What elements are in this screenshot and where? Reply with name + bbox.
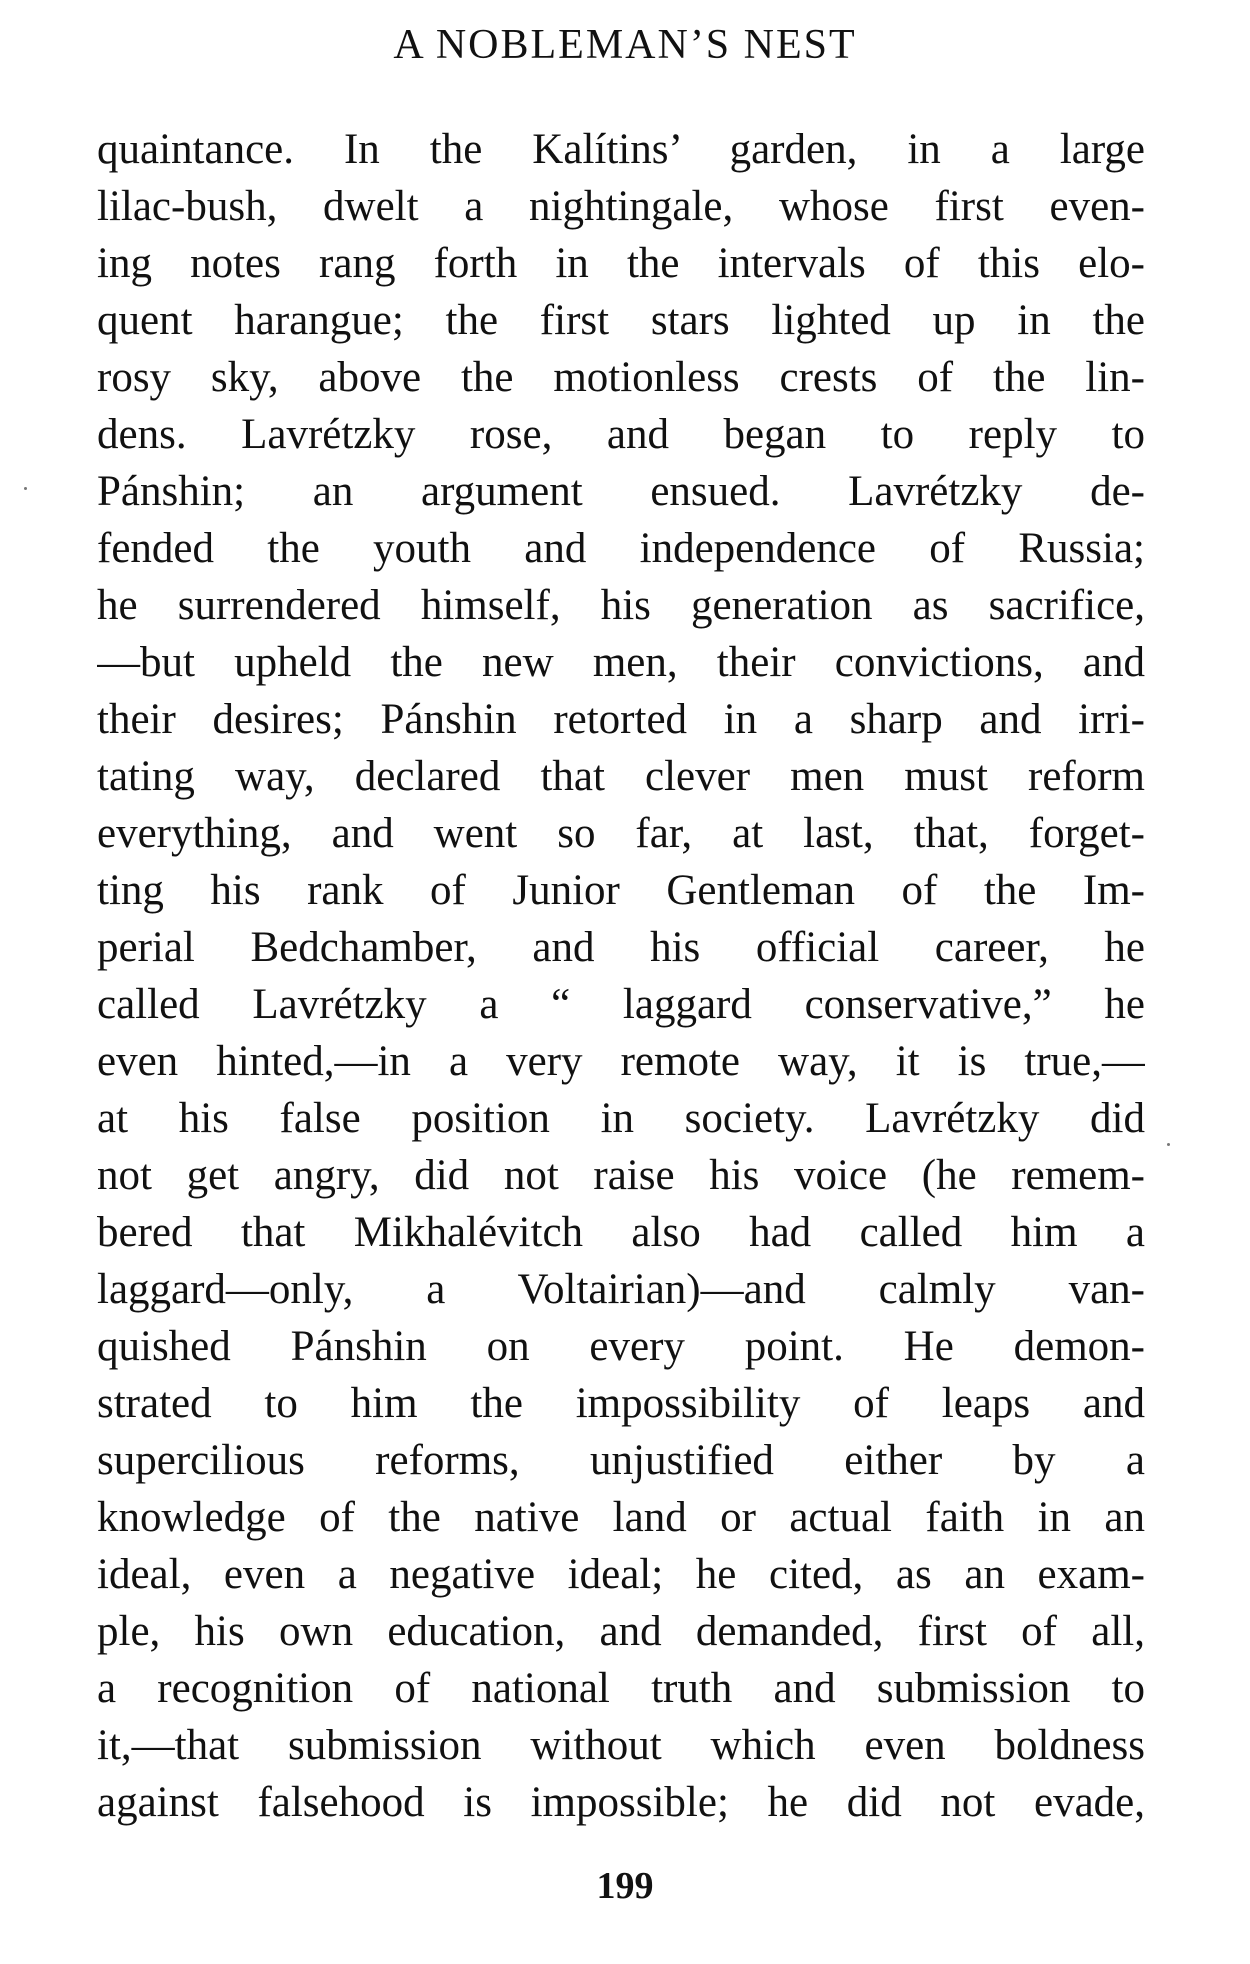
text-line: tating way, declared that clever men must reform [97, 753, 1145, 800]
text-line: lilac-bush, dwelt a nightingale, whose first even- [97, 183, 1145, 230]
text-line: Pánshin; an argument ensued. Lavrétzky de- [97, 468, 1145, 515]
text-line: knowledge of the native land or actual faith in an [97, 1494, 1145, 1541]
text-line: rosy sky, above the motionless crests of the lin- [97, 354, 1145, 401]
text-line: not get angry, did not raise his voice (he remem- [97, 1152, 1145, 1199]
text-line: he surrendered himself, his generation as sacrifice, [97, 582, 1145, 629]
text-line: ple, his own education, and demanded, first of all, [97, 1608, 1145, 1655]
text-line: supercilious reforms, unjustified either by a [97, 1437, 1145, 1484]
text-line: at his false position in society. Lavrétzky did [97, 1095, 1145, 1142]
text-line: laggard—only, a Voltairian)—and calmly van- [97, 1266, 1145, 1313]
text-line: ing notes rang forth in the intervals of this elo- [97, 240, 1145, 287]
text-line: called Lavrétzky a “ laggard conservative,” he [97, 981, 1145, 1028]
text-line: ting his rank of Junior Gentleman of the Im- [97, 867, 1145, 914]
body-text [97, 121, 1145, 1831]
text-line: quished Pánshin on every point. He demon- [97, 1323, 1145, 1370]
page-number: 199 [596, 1865, 654, 1907]
text-line: ideal, even a negative ideal; he cited, as an exam- [97, 1551, 1145, 1598]
text-line: against falsehood is impossible; he did not evade, [97, 1779, 1145, 1826]
text-line: everything, and went so far, at last, that, forget- [97, 810, 1145, 857]
ink-speck [24, 487, 27, 490]
text-line: even hinted,—in a very remote way, it is true,— [97, 1038, 1145, 1085]
text-line: dens. Lavrétzky rose, and began to reply to [97, 411, 1145, 458]
text-line: it,—that submission without which even boldness [97, 1722, 1145, 1769]
text-line: quent harangue; the first stars lighted up in the [97, 297, 1145, 344]
text-line: strated to him the impossibility of leaps and [97, 1380, 1145, 1427]
text-line: a recognition of national truth and submission to [97, 1665, 1145, 1712]
text-line: their desires; Pánshin retorted in a sharp and irri- [97, 696, 1145, 743]
text-line: —but upheld the new men, their convictions, and [97, 639, 1145, 686]
text-line: perial Bedchamber, and his official career, he [97, 924, 1145, 971]
running-head: A NOBLEMAN’S NEST [393, 22, 857, 68]
text-line: bered that Mikhalévitch also had called him a [97, 1209, 1145, 1256]
ink-speck [1167, 1143, 1170, 1146]
text-line: fended the youth and independence of Russia; [97, 525, 1145, 572]
text-line: quaintance. In the Kalítins’ garden, in a large [97, 126, 1145, 173]
